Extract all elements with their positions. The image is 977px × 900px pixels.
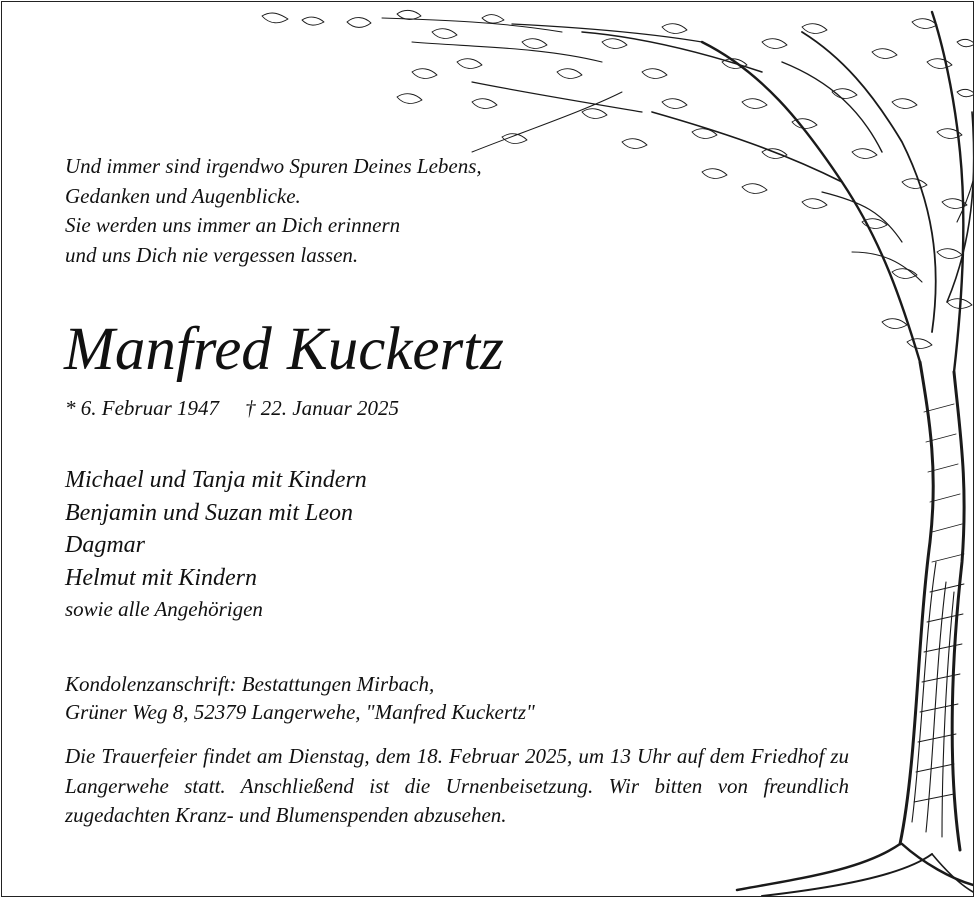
family-member: Dagmar	[65, 532, 146, 558]
poem-line: Sie werden uns immer an Dich erinnern	[65, 213, 401, 237]
condolence-line: Grüner Weg 8, 52379 Langerwehe, "Manfred Kuckertz"	[65, 700, 535, 724]
family-member: Michael und Tanja mit Kindern	[65, 467, 367, 493]
death-date: † 22. Januar 2025	[245, 396, 399, 420]
poem-verse	[65, 152, 482, 270]
life-dates	[65, 394, 399, 422]
deceased-name: Manfred Kuckertz	[64, 316, 504, 383]
poem-line: Gedanken und Augenblicke.	[65, 183, 301, 208]
poem-line: Und immer sind irgendwo Spuren Deines Lebens,	[65, 154, 482, 178]
poem-line: und uns Dich nie vergessen lassen.	[65, 242, 359, 267]
family-member: Benjamin und Suzan mit Leon	[65, 499, 353, 526]
birth-date: * 6. Februar 1947	[65, 396, 219, 420]
condolence-line: Kondolenzanschrift: Bestattungen Mirbach,	[65, 672, 435, 696]
family-list	[65, 464, 367, 624]
obituary-frame	[1, 1, 974, 897]
condolence-address	[65, 670, 535, 726]
other-relatives: sowie alle Angehörigen	[65, 597, 263, 621]
service-notice: Die Trauerfeier findet am Dienstag, dem 18. Februar 2025, um 13 Uhr auf dem Friedhof zu Langerwehe statt. Anschließend ist die Urnenbeisetzung. Wir bitten von freundlich zugedachten Kranz- und Blumenspenden abzusehen.	[65, 744, 849, 827]
family-member: Helmut mit Kindern	[65, 564, 257, 591]
